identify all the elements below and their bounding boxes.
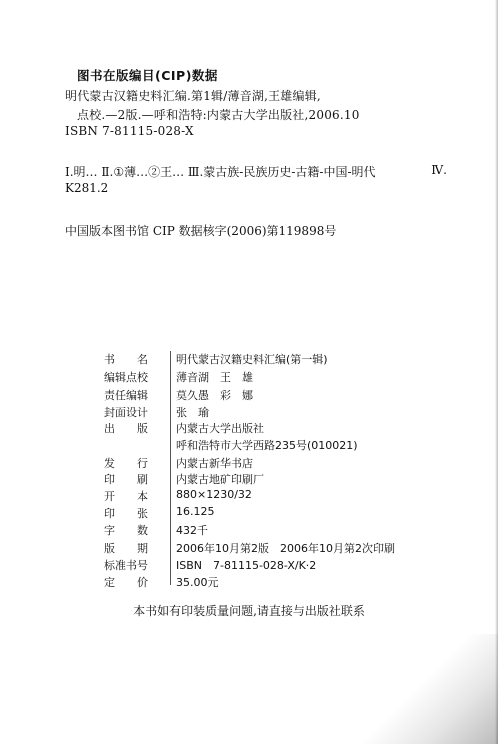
- colophon-label: 发 行: [104, 457, 148, 470]
- classification-number: K281.2: [65, 181, 109, 195]
- colophon-value: 薄音湖 王 雄: [176, 371, 253, 384]
- colophon-label: 书 名: [104, 353, 148, 366]
- colophon-label: 标准书号: [104, 559, 148, 572]
- colophon-label: 出 版: [104, 422, 148, 435]
- colophon-row: [104, 488, 444, 506]
- colophon-label: 责任编辑: [104, 389, 148, 402]
- colophon-label: 版 期: [104, 542, 148, 555]
- colophon-label: 印 刷: [104, 473, 148, 486]
- quality-notice: 本书如有印装质量问题,请直接与出版社联系: [133, 604, 365, 618]
- colophon-row: [104, 369, 444, 387]
- colophon-value: 张 瑜: [176, 406, 209, 419]
- classification-terms: Ⅰ.明… Ⅱ.①薄…②王… Ⅲ.蒙古族-民族历史-古籍-中国-明代: [65, 165, 376, 179]
- colophon-value: 明代蒙古汉籍史料汇编(第一辑): [176, 353, 328, 366]
- colophon-value: 2006年10月第2版 2006年10月第2次印刷: [176, 542, 395, 555]
- colophon-value: ISBN 7-81115-028-X/K·2: [176, 559, 317, 572]
- colophon-value: 内蒙古大学出版社: [176, 422, 264, 435]
- colophon-row: [104, 351, 444, 369]
- colophon-row: [104, 437, 444, 455]
- colophon-value: 内蒙古地矿印刷厂: [176, 473, 264, 486]
- colophon-row: [104, 540, 444, 558]
- colophon-row: [104, 387, 444, 405]
- cip-isbn-line: ISBN 7-81115-028-X: [65, 124, 194, 138]
- colophon-value: 呼和浩特市大学西路235号(010021): [176, 439, 358, 452]
- colophon-value: 35.00元: [176, 576, 219, 589]
- colophon-label: 封面设计: [104, 406, 148, 419]
- cip-heading: 图书在版编目(CIP)数据: [77, 68, 218, 83]
- colophon-row: [104, 505, 444, 523]
- colophon-label: 定 价: [104, 576, 148, 589]
- colophon-value: 432千: [176, 524, 208, 537]
- classification-iv-marker: Ⅳ.: [431, 163, 447, 177]
- colophon-row: [104, 557, 444, 575]
- colophon-value: 880×1230/32: [176, 488, 252, 501]
- colophon-row: [104, 522, 444, 540]
- colophon-value: 16.125: [176, 505, 215, 518]
- cip-title-line: 明代蒙古汉籍史料汇编.第1辑/薄音湖,王雄编辑,: [65, 89, 321, 103]
- cip-record-number: 中国版本图书馆 CIP 数据核字(2006)第119898号: [65, 224, 337, 238]
- colophon-label: 印 张: [104, 507, 148, 520]
- colophon-row: [104, 420, 444, 438]
- cip-edition-line: 点校.—2版.—呼和浩特:内蒙古大学出版社,2006.10: [77, 108, 360, 122]
- colophon-label: 开 本: [104, 490, 148, 503]
- colophon-label: 字 数: [104, 524, 148, 537]
- colophon-row: [104, 574, 444, 592]
- colophon-row: [104, 471, 444, 489]
- colophon-value: 内蒙古新华书店: [176, 457, 253, 470]
- scan-shadow: [358, 634, 498, 744]
- colophon-value: 莫久愚 彩 娜: [176, 389, 253, 402]
- colophon-label: 编辑点校: [104, 371, 148, 384]
